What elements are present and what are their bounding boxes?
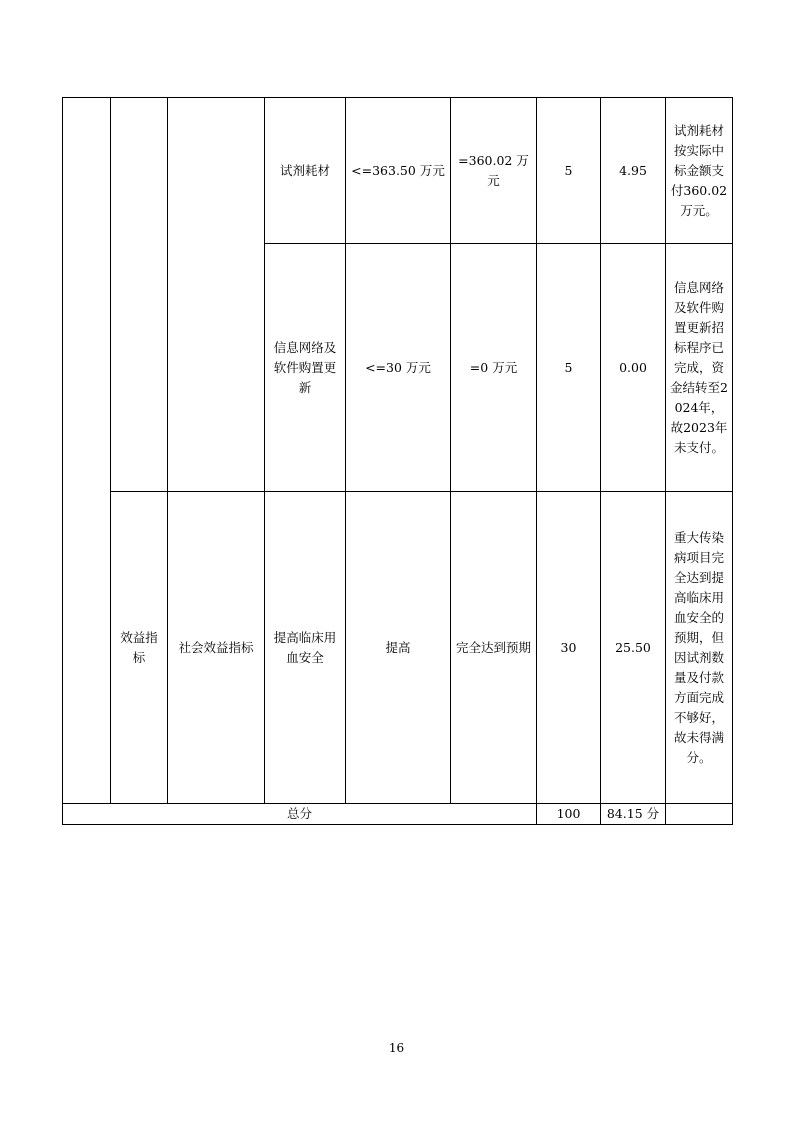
actual-cell: =360.02 万元 — [451, 98, 537, 244]
target-cell: <=30 万元 — [346, 244, 451, 492]
performance-table — [62, 97, 733, 825]
level2-cell: 社会效益指标 — [168, 492, 265, 804]
weight-cell: 5 — [537, 244, 601, 492]
score-cell: 25.50 — [601, 492, 666, 804]
level2-cell — [168, 98, 265, 492]
note-cell: 信息网络及软件购置更新招标程序已完成，资金结转至2024年，故2023年未支付。 — [666, 244, 733, 492]
target-cell: 提高 — [346, 492, 451, 804]
page-number: 16 — [388, 1041, 405, 1055]
total-label: 总分 — [63, 804, 537, 825]
indicator-cell: 信息网络及软件购置更新 — [265, 244, 346, 492]
table-row — [63, 492, 733, 804]
total-weight: 100 — [537, 804, 601, 825]
total-row — [63, 804, 733, 825]
indicator-cell: 提高临床用血安全 — [265, 492, 346, 804]
score-cell: 4.95 — [601, 98, 666, 244]
note-cell: 重大传染病项目完全达到提高临床用血安全的预期，但因试剂数量及付款方面完成不够好，故未得满分。 — [666, 492, 733, 804]
actual-cell: 完全达到预期 — [451, 492, 537, 804]
category-cell — [63, 98, 111, 804]
level1-cell: 效益指标 — [111, 492, 168, 804]
weight-cell: 5 — [537, 98, 601, 244]
level1-cell — [111, 98, 168, 492]
score-cell: 0.00 — [601, 244, 666, 492]
total-score: 84.15 分 — [601, 804, 666, 825]
weight-cell: 30 — [537, 492, 601, 804]
table-row — [63, 98, 733, 244]
note-cell: 试剂耗材按实际中标金额支付360.02万元。 — [666, 98, 733, 244]
indicator-cell: 试剂耗材 — [265, 98, 346, 244]
actual-cell: =0 万元 — [451, 244, 537, 492]
target-cell: <=363.50 万元 — [346, 98, 451, 244]
total-note — [666, 804, 733, 825]
